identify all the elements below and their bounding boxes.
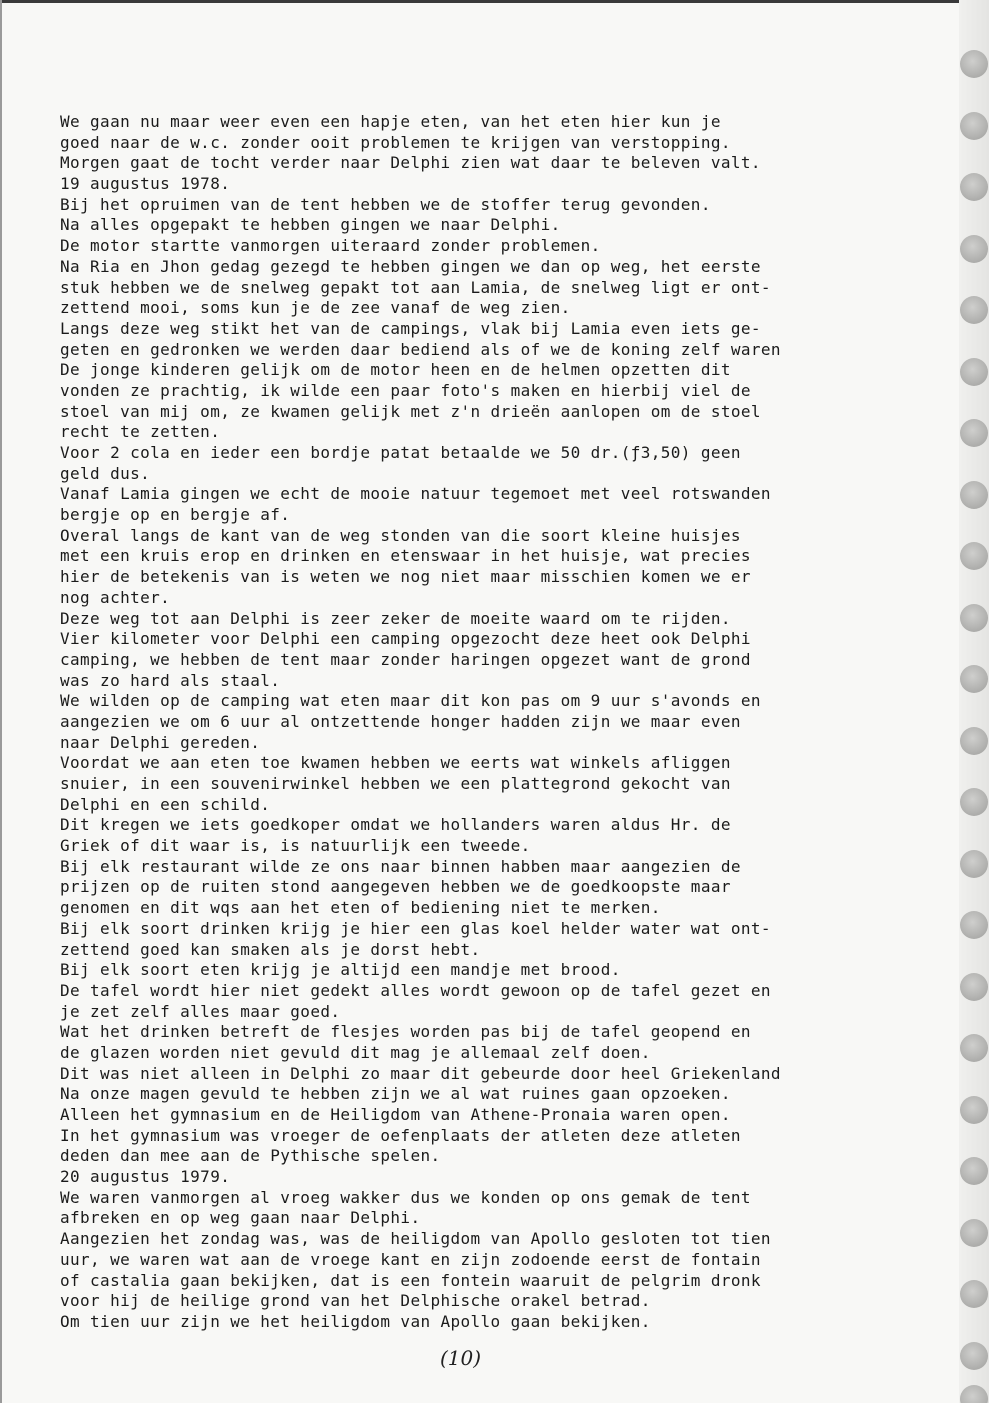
- text-line: uur, we waren wat aan de vroege kant en zijn zodoende eerst de fontain: [60, 1249, 761, 1269]
- text-line: camping, we hebben de tent maar zonder haringen opgezet want de grond: [60, 649, 751, 669]
- text-line: Morgen gaat de tocht verder naar Delphi zien wat daar te beleven valt.: [60, 153, 761, 173]
- text-line: Dit kregen we iets goedkoper omdat we hollanders waren aldus Hr. de: [60, 815, 731, 835]
- binder-hole: [960, 1157, 988, 1185]
- text-line: hier de betekenis van is weten we nog niet maar misschien komen we er: [60, 567, 751, 587]
- binder-hole: [960, 604, 988, 632]
- text-line: de glazen worden niet gevuld dit mag je allemaal zelf doen.: [60, 1042, 651, 1062]
- text-line: Bij elk restaurant wilde ze ons naar binnen habben maar aangezien de: [60, 856, 741, 876]
- text-line: De tafel wordt hier niet gedekt alles wordt gewoon op de tafel gezet en: [60, 980, 771, 1000]
- text-line: voor hij de heilige grond van het Delphische orakel betrad.: [60, 1291, 651, 1311]
- binder-hole: [960, 1342, 988, 1370]
- text-line: Alleen het gymnasium en de Heiligdom van Athene-Pronaia waren open.: [60, 1105, 731, 1124]
- page-left-edge: [0, 0, 2, 1403]
- binder-hole: [960, 973, 988, 1001]
- binder-hole: [960, 1096, 988, 1124]
- text-line: Langs deze weg stikt het van de campings, vlak bij Lamia even iets ge-: [60, 318, 761, 338]
- binder-hole: [960, 727, 988, 755]
- text-line: Delphi en een schild.: [60, 794, 271, 814]
- text-line: snuier, in een souvenirwinkel hebben we een plattegrond gekocht van: [60, 774, 731, 793]
- text-line: Aangezien het zondag was, was de heiligdom van Apollo gesloten tot tien: [60, 1229, 771, 1249]
- text-line: vonden ze prachtig, ik wilde een paar foto's maken en hierbij viel de: [60, 380, 751, 400]
- text-line: Deze weg tot aan Delphi is zeer zeker de moeite waard om te rijden.: [60, 608, 731, 628]
- text-line: Na Ria en Jhon gedag gezegd te hebben gingen we dan op weg, het eerste: [60, 256, 761, 276]
- text-line: genomen en dit wqs aan het eten of bediening niet te merken.: [60, 898, 661, 918]
- text-line: met een kruis erop en drinken en etenswaar in het huisje, wat precies: [60, 546, 751, 566]
- binder-hole: [960, 911, 988, 939]
- text-line: Voordat we aan eten toe kwamen hebben we eerts wat winkels afliggen: [60, 753, 731, 773]
- text-line: Bij elk soort eten krijg je altijd een mandje met brood.: [60, 960, 621, 980]
- binder-hole-strip: [959, 0, 989, 1403]
- text-line: Griek of dit waar is, is natuurlijk een tweede.: [60, 836, 531, 856]
- text-line: 20 augustus 1979.: [60, 1167, 231, 1187]
- text-line: stoel van mij om, ze kwamen gelijk met z'n drieën aanlopen om de stoel: [60, 401, 761, 421]
- text-line: Na alles opgepakt te hebben gingen we naar Delphi.: [60, 215, 561, 235]
- text-line: Voor 2 cola en ieder een bordje patat betaalde we 50 dr.(ƒ3,50) geen: [60, 443, 741, 462]
- binder-hole: [960, 296, 988, 324]
- binder-hole: [960, 358, 988, 386]
- text-line: of castalia gaan bekijken, dat is een fontein waaruit de pelgrim dronk: [60, 1270, 761, 1290]
- text-line: afbreken en op weg gaan naar Delphi.: [60, 1208, 421, 1228]
- text-line: We wilden op de camping wat eten maar dit kon pas om 9 uur s'avonds en: [60, 691, 761, 711]
- text-line: 19 augustus 1978.: [60, 174, 231, 194]
- text-line: geld dus.: [60, 463, 151, 483]
- binder-hole: [960, 235, 988, 263]
- text-line: De jonge kinderen gelijk om de motor heen en de helmen opzetten dit: [60, 360, 731, 380]
- binder-hole: [960, 542, 988, 570]
- text-line: We gaan nu maar weer even een hapje eten, van het eten hier kun je: [60, 112, 721, 131]
- binder-hole: [960, 1219, 988, 1247]
- text-line: goed naar de w.c. zonder ooit problemen te krijgen van verstopping.: [60, 132, 731, 152]
- text-line: was zo hard als staal.: [60, 670, 281, 690]
- binder-hole: [960, 788, 988, 816]
- text-line: bergje op en bergje af.: [60, 505, 291, 525]
- text-line: Wat het drinken betreft de flesjes worden pas bij de tafel geopend en: [60, 1022, 751, 1042]
- text-line: Bij het opruimen van de tent hebben we de stoffer terug gevonden.: [60, 194, 711, 214]
- text-line: In het gymnasium was vroeger de oefenplaats der atleten deze atleten: [60, 1125, 741, 1145]
- text-line: prijzen op de ruiten stond aangegeven hebben we de goedkoopste maar: [60, 877, 731, 897]
- text-line: Vier kilometer voor Delphi een camping opgezocht deze heet ook Delphi: [60, 629, 751, 649]
- binder-hole: [960, 419, 988, 447]
- binder-hole: [960, 1280, 988, 1308]
- text-line: deden dan mee aan de Pythische spelen.: [60, 1146, 441, 1166]
- binder-hole: [960, 173, 988, 201]
- text-line: naar Delphi gereden.: [60, 732, 261, 752]
- text-line: Om tien uur zijn we het heiligdom van Apollo gaan bekijken.: [60, 1311, 651, 1331]
- binder-hole: [960, 850, 988, 878]
- binder-hole: [960, 665, 988, 693]
- text-line: recht te zetten.: [60, 422, 221, 442]
- typed-travel-journal-text: [60, 112, 960, 1333]
- text-line: Na onze magen gevuld te hebben zijn we al wat ruines gaan opzoeken.: [60, 1084, 731, 1104]
- text-line: We waren vanmorgen al vroeg wakker dus we konden op ons gemak de tent: [60, 1187, 751, 1207]
- text-line: zettend goed kan smaken als je dorst hebt.: [60, 939, 481, 959]
- binder-hole: [960, 50, 988, 78]
- binder-hole: [960, 112, 988, 140]
- text-line: Vanaf Lamia gingen we echt de mooie natuur tegemoet met veel rotswanden: [60, 484, 771, 504]
- page-top-edge: [0, 0, 989, 3]
- text-line: De motor startte vanmorgen uiteraard zonder problemen.: [60, 236, 601, 256]
- text-line: Overal langs de kant van de weg stonden van die soort kleine huisjes: [60, 525, 741, 545]
- binder-hole: [960, 481, 988, 509]
- page-number: (10): [440, 1346, 482, 1370]
- text-line: zettend mooi, soms kun je de zee vanaf de weg zien.: [60, 298, 571, 318]
- binder-hole: [960, 1034, 988, 1062]
- text-line: nog achter.: [60, 587, 171, 607]
- text-line: Dit was niet alleen in Delphi zo maar dit gebeurde door heel Griekenland: [60, 1063, 781, 1083]
- text-line: je zet zelf alles maar goed.: [60, 1001, 341, 1021]
- text-line: geten en gedronken we werden daar bediend als of we de koning zelf waren: [60, 339, 781, 359]
- text-line: Bij elk soort drinken krijg je hier een glas koel helder water wat ont-: [60, 918, 771, 938]
- text-line: stuk hebben we de snelweg gepakt tot aan Lamia, de snelweg ligt er ont-: [60, 277, 771, 297]
- text-line: aangezien we om 6 uur al ontzettende honger hadden zijn we maar even: [60, 711, 741, 731]
